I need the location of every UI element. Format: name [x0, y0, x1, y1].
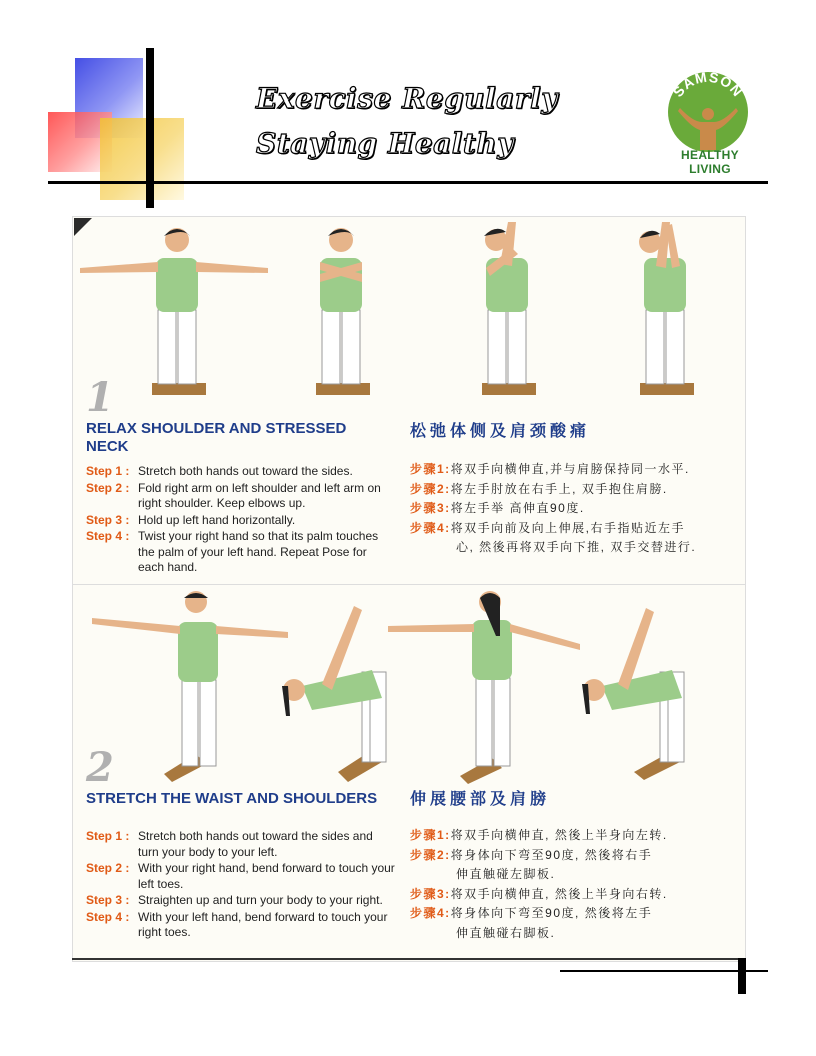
figure-twist-left: [92, 591, 288, 782]
section2-heading-cn: 伸展腰部及肩膀: [410, 791, 551, 808]
step-cn-label: 步骤1:: [410, 828, 451, 842]
step-text: With your right hand, bend forward to touch your left toes.: [138, 861, 395, 891]
step-en: [86, 893, 396, 909]
step-cn-label: 步骤3:: [410, 886, 451, 901]
step-label: Step 3 :: [86, 893, 130, 907]
step-en: [86, 861, 396, 892]
step-cn-label: 步骤2:: [410, 847, 451, 862]
step-cn: [410, 846, 740, 866]
section2-steps-en: [86, 829, 396, 942]
footer-vertical-bar: [738, 958, 746, 994]
step-text: Stretch both hands out toward the sides.: [138, 464, 353, 478]
step-label: Step 1 :: [86, 464, 130, 478]
step-cn-text: 将身体向下弯至90度, 然後将左手: [450, 906, 653, 920]
logo-subtitle: HEALTHY LIVING: [681, 148, 739, 176]
step-cn: [410, 826, 740, 846]
step-en: [86, 910, 396, 941]
figure-bend-right: [582, 608, 684, 780]
step-cn-label: 步骤4:: [410, 906, 451, 920]
step-cn-text: 将双手向横伸直,并与肩膀保持同一水平.: [450, 462, 690, 476]
step-cn-continuation: 伸直触碰右脚板.: [456, 925, 556, 940]
decor-square-yellow: [100, 118, 184, 200]
step-label: Step 4 :: [86, 529, 130, 543]
step-cn: [410, 460, 740, 480]
section1-heading-line1: RELAX SHOULDER AND STRESSED: [86, 420, 347, 437]
logo-arc-text: SAMSON: [669, 70, 747, 100]
step-text: Twist your right hand so that its palm touches the palm of your left hand. Repeat Pose for each hand.: [138, 529, 379, 574]
step-cn-text: 将身体向下弯至90度, 然後将右手: [450, 847, 653, 862]
step-cn-label: 步骤1:: [410, 462, 451, 476]
step-label: Step 4 :: [86, 909, 130, 924]
step-cn-text: 将左手举 高伸直90度.: [450, 501, 585, 515]
step-label: Step 2 :: [86, 480, 130, 495]
figure-twist-right: [388, 591, 580, 784]
section1-heading-cn: 松弛体侧及肩颈酸痛: [410, 423, 591, 440]
section1-heading-line2: NECK: [86, 438, 129, 455]
header-divider: [48, 181, 768, 184]
figure-arms-out: [80, 228, 268, 395]
section1-heading-en: [86, 420, 386, 456]
section2-steps-cn: [410, 826, 740, 943]
section1-illustrations: [72, 218, 744, 398]
step-cn-label: 步骤3:: [410, 501, 451, 515]
step-cn-label: 步骤2:: [410, 481, 451, 496]
step-en: [86, 829, 396, 860]
step-text: Fold right arm on left shoulder and left arm on right shoulder. Keep elbows up.: [138, 480, 381, 510]
figure-hand-raised: [482, 222, 536, 395]
step-cn-continuation: 心, 然後再将双手向下推, 双手交替进行.: [456, 540, 697, 554]
step-cn: [410, 904, 740, 924]
title-line-1: Exercise Regularly: [256, 82, 559, 115]
figure-arms-folded: [316, 228, 370, 395]
panel-bottom-border: [72, 958, 744, 960]
step-cn: [410, 480, 740, 500]
step-en: [86, 529, 396, 576]
step-cn-label: 步骤4:: [410, 520, 451, 535]
step-label: Step 1 :: [86, 829, 130, 843]
section1-steps-en: [86, 464, 396, 577]
footer-divider: [560, 970, 768, 972]
step-cn: [410, 519, 740, 539]
step-cn-text: 将左手肘放在右手上, 双手抱住肩膀.: [450, 481, 668, 496]
step-en: [86, 481, 396, 512]
decor-vertical-bar: [146, 48, 154, 208]
title-line-2: Staying Healthy: [256, 127, 514, 160]
section2-number: 2: [86, 744, 114, 791]
step-cn-text: 将双手向前及向上伸展,右手指贴近左手: [450, 520, 686, 535]
section1-number: 1: [86, 374, 114, 421]
step-cn-continuation: 伸直触碰左脚板.: [456, 867, 556, 881]
figure-palms-together: [639, 222, 694, 395]
step-label: Step 3 :: [86, 512, 130, 527]
section1-steps-cn: [410, 460, 740, 558]
step-label: Step 2 :: [86, 861, 130, 875]
figure-bend-left: [282, 606, 386, 782]
section2-heading-en: STRETCH THE WAIST AND SHOULDERS: [86, 790, 378, 807]
step-cn: [410, 499, 740, 519]
step-en: [86, 513, 396, 529]
step-cn-text: 将双手向横伸直, 然後上半身向左转.: [450, 828, 668, 842]
step-cn-text: 将双手向横伸直, 然後上半身向右转.: [450, 886, 668, 901]
step-text: Hold up left hand horizontally.: [138, 512, 296, 527]
step-cn: [410, 885, 740, 905]
step-text: Stretch both hands out toward the sides and turn your body to your left.: [138, 829, 373, 859]
step-text: With your left hand, bend forward to touch your right toes.: [138, 909, 388, 939]
step-text: Straighten up and turn your body to your right.: [138, 893, 383, 907]
section2-illustrations: [72, 586, 744, 786]
step-en: [86, 464, 396, 480]
